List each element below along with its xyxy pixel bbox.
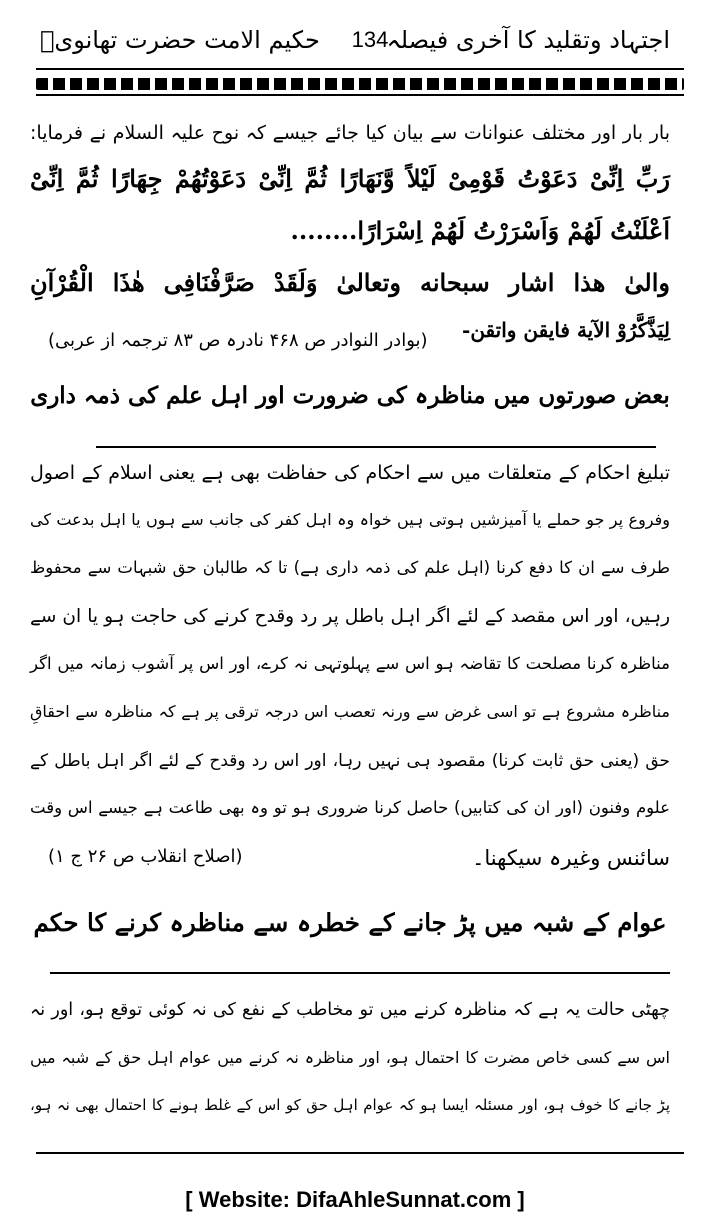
quran-verse-line: رَبِّ اِنِّیْ دَعَوْتُ قَوْمِیْ لَیْلاً وَّنَهَارًا ثُمَّ اِنِّیْ دَعَوْتُهُمْ جِهَارًا ثُمَّ اِنِّیْ <box>30 164 670 193</box>
source-reference: (بوادر النوادر ص ۴۶۸ نادرہ ص ۸۳ ترجمہ از عربی) <box>48 330 428 351</box>
paragraph-line: طرف سے ان کا دفع کرنا (اہل علم کی ذمہ داری ہے) تا کہ طالبان حق شبہات سے محفوظ <box>30 558 670 577</box>
section-heading: عوام کے شبہ میں پڑ جانے کے خطرہ سے مناظرہ کرنے کا حکم <box>33 908 667 937</box>
footer-rule <box>36 1152 684 1154</box>
section-heading: بعض صورتوں میں مناظرہ کی ضرورت اور اہل علم کی ذمہ داری <box>30 382 670 409</box>
heading-underline <box>50 972 670 974</box>
paragraph-line: تبلیغ احکام کے متعلقات میں سے احکام کی حفاظت بھی ہے یعنی اسلام کے اصول <box>30 462 670 484</box>
paragraph-line: مناظرہ کرنا مصلحت کا تقاضہ ہو اس سے پہلوتہی نہ کرے، اور اس پر آشوب زمانہ میں اگر <box>30 654 670 673</box>
author-name: حکیم الامت حضرت تھانویؒ <box>40 26 320 54</box>
paragraph-line: علوم وفنون (اور ان کی کتابیں) حاصل کرنا ضروری ہو تو وہ بھی طاعت ہے جیسے اس وقت <box>30 798 670 817</box>
book-title: اجتہاد وتقلید کا آخری فیصلہ <box>386 26 670 54</box>
header-dotted-divider <box>36 78 684 90</box>
heading-underline <box>96 446 656 448</box>
paragraph-line: سائنس وغیرہ سیکھنا۔ <box>472 846 670 870</box>
paragraph-line: حق (یعنی حق ثابت کرنا) مقصود ہی نہیں رہا، اور اس رد وقدح کے لئے اگر اہل باطل کے <box>30 751 670 771</box>
header-rule <box>36 68 684 70</box>
page-number: 134 <box>351 27 389 52</box>
source-reference: (اصلاح انقلاب ص ۲۶ ج ۱) <box>48 846 243 867</box>
header-rule-lower <box>36 94 684 96</box>
paragraph-line: وفروع پر جو حملے یا آمیزشیں ہوتی ہیں خواہ وہ اہل کفر کی جانب سے ہوں یا اہل بدعت کی <box>30 510 670 529</box>
quran-verse-line: لِیَذَّکَّرُوْ الآیة فایقن واتقن- <box>462 318 670 342</box>
quran-verse-line: اَعْلَنْتُ لَهُمْ وَاَسْرَرْتُ لَهُمْ اِسْرَارًا........ <box>290 216 670 245</box>
intro-line: بار بار اور مختلف عنوانات سے بیان کیا جائے جیسے کہ نوح علیہ السلام نے فرمایا: <box>30 122 670 144</box>
paragraph-line: رہیں، اور اس مقصد کے لئے اگر اہل باطل پر رد وقدح کرنے کی حاجت ہو یا ان سے <box>30 606 670 627</box>
paragraph-line: چھٹی حالت یہ ہے کہ مناظرہ کرنے میں تو مخاطب کے نفع کی نہ کوئی توقع ہو، اور نہ <box>30 1000 670 1020</box>
paragraph-line: اس سے کسی خاص مضرت کا احتمال ہو، اور مناظرہ نہ کرنے میں عوام اہل حق کے شبہ میں <box>30 1048 670 1067</box>
paragraph-line: مناظرہ مشروع ہے تو اسی غرض سے ورنہ تعصب اس درجہ ترقی پر ہے کہ مناظرہ سے احقاقِ <box>30 702 670 721</box>
quran-verse-line: والیٰ ھذا اشار سبحانه وتعالیٰ وَلَقَدْ صَرَّفْنَافِی هٰذَا الْقُرْآنِ <box>30 268 670 297</box>
paragraph-line: پڑ جانے کا خوف ہو، اور مسئلہ ایسا ہو کہ عوام اہل حق کو اس کے غلط ہونے کا احتمال بھی نہ ہو، <box>30 1096 670 1114</box>
website-footer: [ Website: DifaAhleSunnat.com ] <box>185 1187 525 1212</box>
